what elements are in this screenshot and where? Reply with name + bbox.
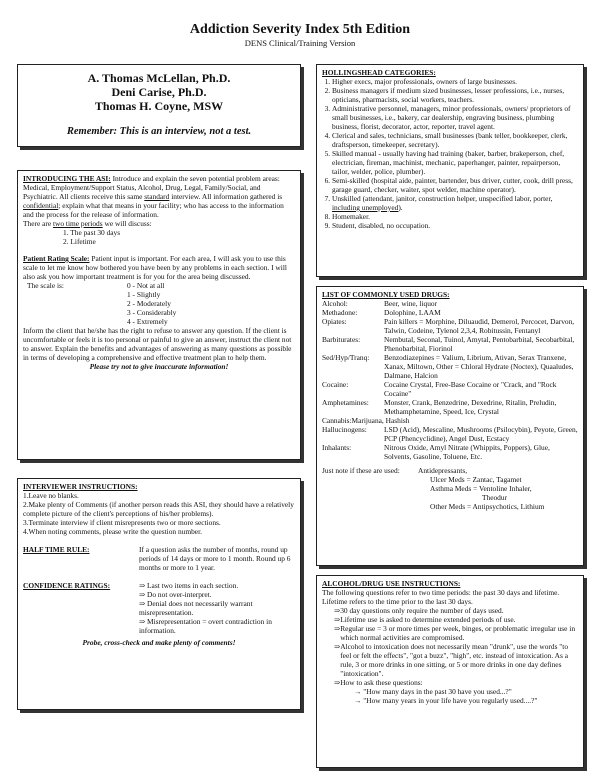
- arrow-icon: ⇒: [139, 581, 148, 590]
- intro-heading: INTRODUCING THE ASI:: [23, 174, 111, 183]
- arrow-icon: →: [354, 696, 364, 705]
- alcohol-intro: The following questions refer to two time periods: the past 30 days and lifetime. Lifetime refers to the time prior to the last 30 days.: [322, 588, 560, 606]
- alcohol-heading: ALCOHOL/DRUG USE INSTRUCTIONS:: [322, 579, 461, 588]
- arrow-icon: ⇒: [139, 590, 148, 599]
- scale-label: The scale is:: [27, 281, 64, 290]
- inaccurate-warning: Please try not to give inaccurate information!: [89, 362, 229, 371]
- intro-text-c: ; explain what that means in your facility; who has access to the information and the process for the release of information.: [23, 201, 284, 219]
- alcohol-item: ⇒ Lifetime use is asked to determine extended periods of use.: [334, 615, 516, 624]
- alcohol-item: ⇒ How to ask these questions:: [334, 678, 423, 687]
- drug-row: Opiates: Pain killers = Morphine, Diluaudid, Demerol, Percocet, Darvon, Talwin, Codeine, Tylenol 2,3,4, Robitussin, Fentanyl: [322, 317, 575, 335]
- scale-item: 4 - Extremely: [127, 317, 168, 326]
- cannabis-row: Cannabis:Marijuana, Hashish: [322, 416, 410, 425]
- arrow-icon: ⇒: [334, 615, 341, 624]
- alcohol-item: ⇒ Regular use = 3 or more times per week, binges, or problematic irregular use in which normal activities are compromised.: [334, 624, 576, 642]
- arrow-icon: →: [354, 687, 364, 696]
- reminder: Remember: This is an interview, not a test.: [66, 126, 252, 137]
- document-title: Addiction Severity Index 5th Edition: [189, 22, 411, 37]
- drug-row: Amphetamines: Monster, Crank, Benzedrine, Dexedrine, Ritalin, Preludin, Methamphetamine, Speed, Ice, Crystal: [322, 398, 557, 416]
- interviewer-box: [17, 478, 301, 710]
- other-med: Theodur: [482, 493, 508, 502]
- interviewer-item: 3.Terminate interview if client misrepresents two or more sections.: [23, 518, 221, 527]
- scale-list: [127, 281, 176, 326]
- hollingshead-item: 4. Clerical and sales, technicians, small businesses (bank teller, bookkeeper, clerk, draftsperson, timekeeper, secretary).: [332, 131, 578, 149]
- interviewer-item: 2.Make plenty of Comments (if another person reads this ASI, they should have a relatively complete picture of the client's perceptions of his/her problems).: [23, 500, 294, 518]
- confidence-list: [139, 581, 295, 635]
- hollingshead-item: 5. Skilled manual - usually having had training (baker, barber, brakeperson, chef, electrician, fireman, machinist, mechanic, paperhanger, painter, repairperson, tailor, welder, police, plumber).: [332, 149, 578, 176]
- probe-text: Probe, cross-check and make plenty of comments!: [82, 638, 236, 647]
- confidence-heading: CONFIDENCE RATINGS:: [23, 581, 111, 590]
- arrow-icon: ⇒: [139, 617, 148, 626]
- drug-row: Cocaine: Cocaine Crystal, Free-Base Cocaine or "Crack, and "Rock Cocaine": [322, 380, 557, 398]
- rating-heading: Patient Rating Scale:: [23, 254, 90, 263]
- hollingshead-item: 3. Administrative personnel, managers, minor professionals, owners/ proprietors of small businesses, i.e., bakery, car dealership, engraving business, plumbing business, florist, decorator, actor, reporter, travel agent.: [332, 104, 578, 131]
- interviewer-heading: INTERVIEWER INSTRUCTIONS:: [23, 482, 138, 491]
- drug-row: Barbiturates: Nembutal, Seconal, Tuinol, Amytal, Pentobarbital, Secobarbital, Phenobarbital, Fiorinol: [322, 335, 575, 353]
- periods-underlined: two time periods: [52, 219, 103, 228]
- author-3: Thomas H. Coyne, MSW: [94, 99, 224, 113]
- scale-item: 2 - Moderately: [127, 299, 171, 308]
- standard-word: standard: [144, 192, 170, 201]
- alcohol-subitem: → "How many years in your life have you regularly used....?": [354, 696, 538, 705]
- scale-item: 1 - Slightly: [127, 290, 161, 299]
- confidence-item: ⇒ Do not over-interpret.: [139, 590, 212, 599]
- other-med: Asthma Meds = Ventoline Inhaler,: [430, 484, 532, 493]
- period-1: 1. The past 30 days: [63, 228, 121, 237]
- interviewer-item: 1.Leave no blanks.: [23, 491, 79, 500]
- hollingshead-item: 1. Higher execs, major professionals, owners of large businesses.: [332, 77, 578, 86]
- drug-row: Hallucinogens: LSD (Acid), Mescaline, Mushrooms (Psilocybin), Peyote, Green, PCP (Phencyclidine), Angel Dust, Ecstacy: [322, 425, 578, 443]
- hollingshead-item: 6. Semi-skilled (hospital aide, painter, bartender, bus driver, cutter, cook, drill press, garage guard, checker, waiter, spot welder, machine operator).: [332, 176, 578, 194]
- rating-paragraph: [23, 254, 295, 281]
- author-2: Deni Carise, Ph.D.: [111, 85, 207, 99]
- other-med: Ulcer Meds = Zantac, Tagamet: [430, 475, 522, 484]
- period-2: 2. Lifetime: [63, 237, 96, 246]
- alcohol-item: ⇒ 30 day questions only require the number of days used.: [334, 606, 504, 615]
- half-time-block: [23, 545, 295, 572]
- drug-row: Methadone: Dolophine, LAAM: [322, 308, 441, 317]
- hollingshead-item: 2. Business managers if medium sized businesses, lesser professions, i.e., nurses, opticians, pharmacists, social workers, teachers.: [332, 86, 578, 104]
- inform-text: Inform the client that he/she has the right to refuse to answer any question. If the client is uncomfortable or feels it is too personal or painful to give an answer, instruct the client not to answer. Explain the benefits and advantages of answering as many questions as possible in terms of developing a comprehensive and effective treatment plan to help them.: [23, 326, 292, 362]
- other-med: Antidepressants,: [418, 466, 468, 475]
- just-note-label: Just note if these are used:: [322, 466, 400, 475]
- hollingshead-list: [322, 77, 578, 230]
- alcohol-item: ⇒ Alcohol to intoxication does not necessarily mean "drunk", use the words "to feel or felt the effects", "got a buzz", "high", etc. instead of intoxication. As a rule, 3 or more drinks in one sitting, or 5 or more drinks in one day defines "intoxication".: [334, 642, 569, 678]
- arrow-icon: ⇒: [334, 642, 341, 651]
- confidence-item: ⇒ Denial does not necessarily warrant misrepresentation.: [139, 599, 253, 617]
- drugs-box: [316, 286, 584, 566]
- drug-row: Alcohol: Beer, wine, liquor: [322, 299, 438, 308]
- intro-text-b: interview. All information gathered is: [169, 192, 283, 201]
- hollingshead-item: 8. Homemaker.: [332, 212, 578, 221]
- periods-line: [23, 219, 295, 228]
- scale-block: [23, 281, 295, 326]
- hollingshead-item: 9. Student, disabled, no occupation.: [332, 221, 578, 230]
- confidence-item: ⇒ Last two items in each section.: [139, 581, 239, 590]
- alcohol-box: [316, 575, 584, 768]
- interviewer-item: 4.When noting comments, please write the question number.: [23, 527, 202, 536]
- periods-post: we will discuss:: [102, 219, 152, 228]
- intro-box: [17, 170, 301, 460]
- confidence-block: [23, 581, 295, 635]
- document-subtitle: DENS Clinical/Training Version: [244, 38, 356, 48]
- drug-row: Sed/Hyp/Tranq: Benzodiazepines = Valium, Librium, Ativan, Serax Tranxene, Xanax, Miltown, Other = Chloral Hydrate (Noctex), Quaaludes, Dalmane, Halcion: [322, 353, 574, 380]
- intro-paragraph: [23, 174, 295, 219]
- arrow-icon: ⇒: [334, 606, 341, 615]
- just-note-block: [322, 466, 578, 511]
- just-note-list: [418, 466, 578, 511]
- arrow-icon: ⇒: [334, 624, 341, 633]
- hollingshead-box: [316, 64, 584, 277]
- periods-pre: There are: [23, 219, 53, 228]
- other-med: Other Meds = Antipsychotics, Lithium: [430, 502, 545, 511]
- alcohol-subitem: → "How many days in the past 30 have you used...?": [354, 687, 512, 696]
- rating-text: Patient input is important. For each area, I will ask you to use this scale to let me know how bothered you have been by any problems in each section. I will also ask you how important treatment is for you for the area being discussed.: [23, 254, 287, 281]
- half-time-text: If a question asks the number of months, round up periods of 14 days or more to 1 month. Round up 6 months or more to 1 year.: [139, 545, 291, 572]
- hollingshead-item: 7. Unskilled (attendant, janitor, construction helper, unspecified labor, porter, including unemployed).: [332, 194, 578, 212]
- hollingshead-heading: HOLLINGSHEAD CATEGORIES:: [322, 68, 436, 77]
- authors-box: [17, 64, 301, 147]
- intro-text-a: Introduce and explain the seven potential problem areas: Medical, Employment/Support Status, Alcohol, Drug, Legal, Family/Social, and Psychiatric. All clients receive this same: [23, 174, 280, 201]
- arrow-icon: ⇒: [334, 678, 341, 687]
- scale-item: 3 - Considerably: [127, 308, 177, 317]
- author-1: A. Thomas McLellan, Ph.D.: [87, 71, 231, 85]
- drug-row: Inhalants: Nitrous Oxide, Amyl Nitrate (Whippits, Poppers), Glue, Solvents, Gasoline, Toluene, Etc.: [322, 443, 550, 461]
- half-time-heading: HALF TIME RULE:: [23, 545, 90, 554]
- confidential-word: confidential: [23, 201, 59, 210]
- confidence-item: ⇒ Misrepresentation = overt contradiction in information.: [139, 617, 272, 635]
- drugs-heading: LIST OF COMMONLY USED DRUGS:: [322, 290, 450, 299]
- arrow-icon: ⇒: [139, 599, 148, 608]
- scale-item: 0 - Not at all: [127, 281, 165, 290]
